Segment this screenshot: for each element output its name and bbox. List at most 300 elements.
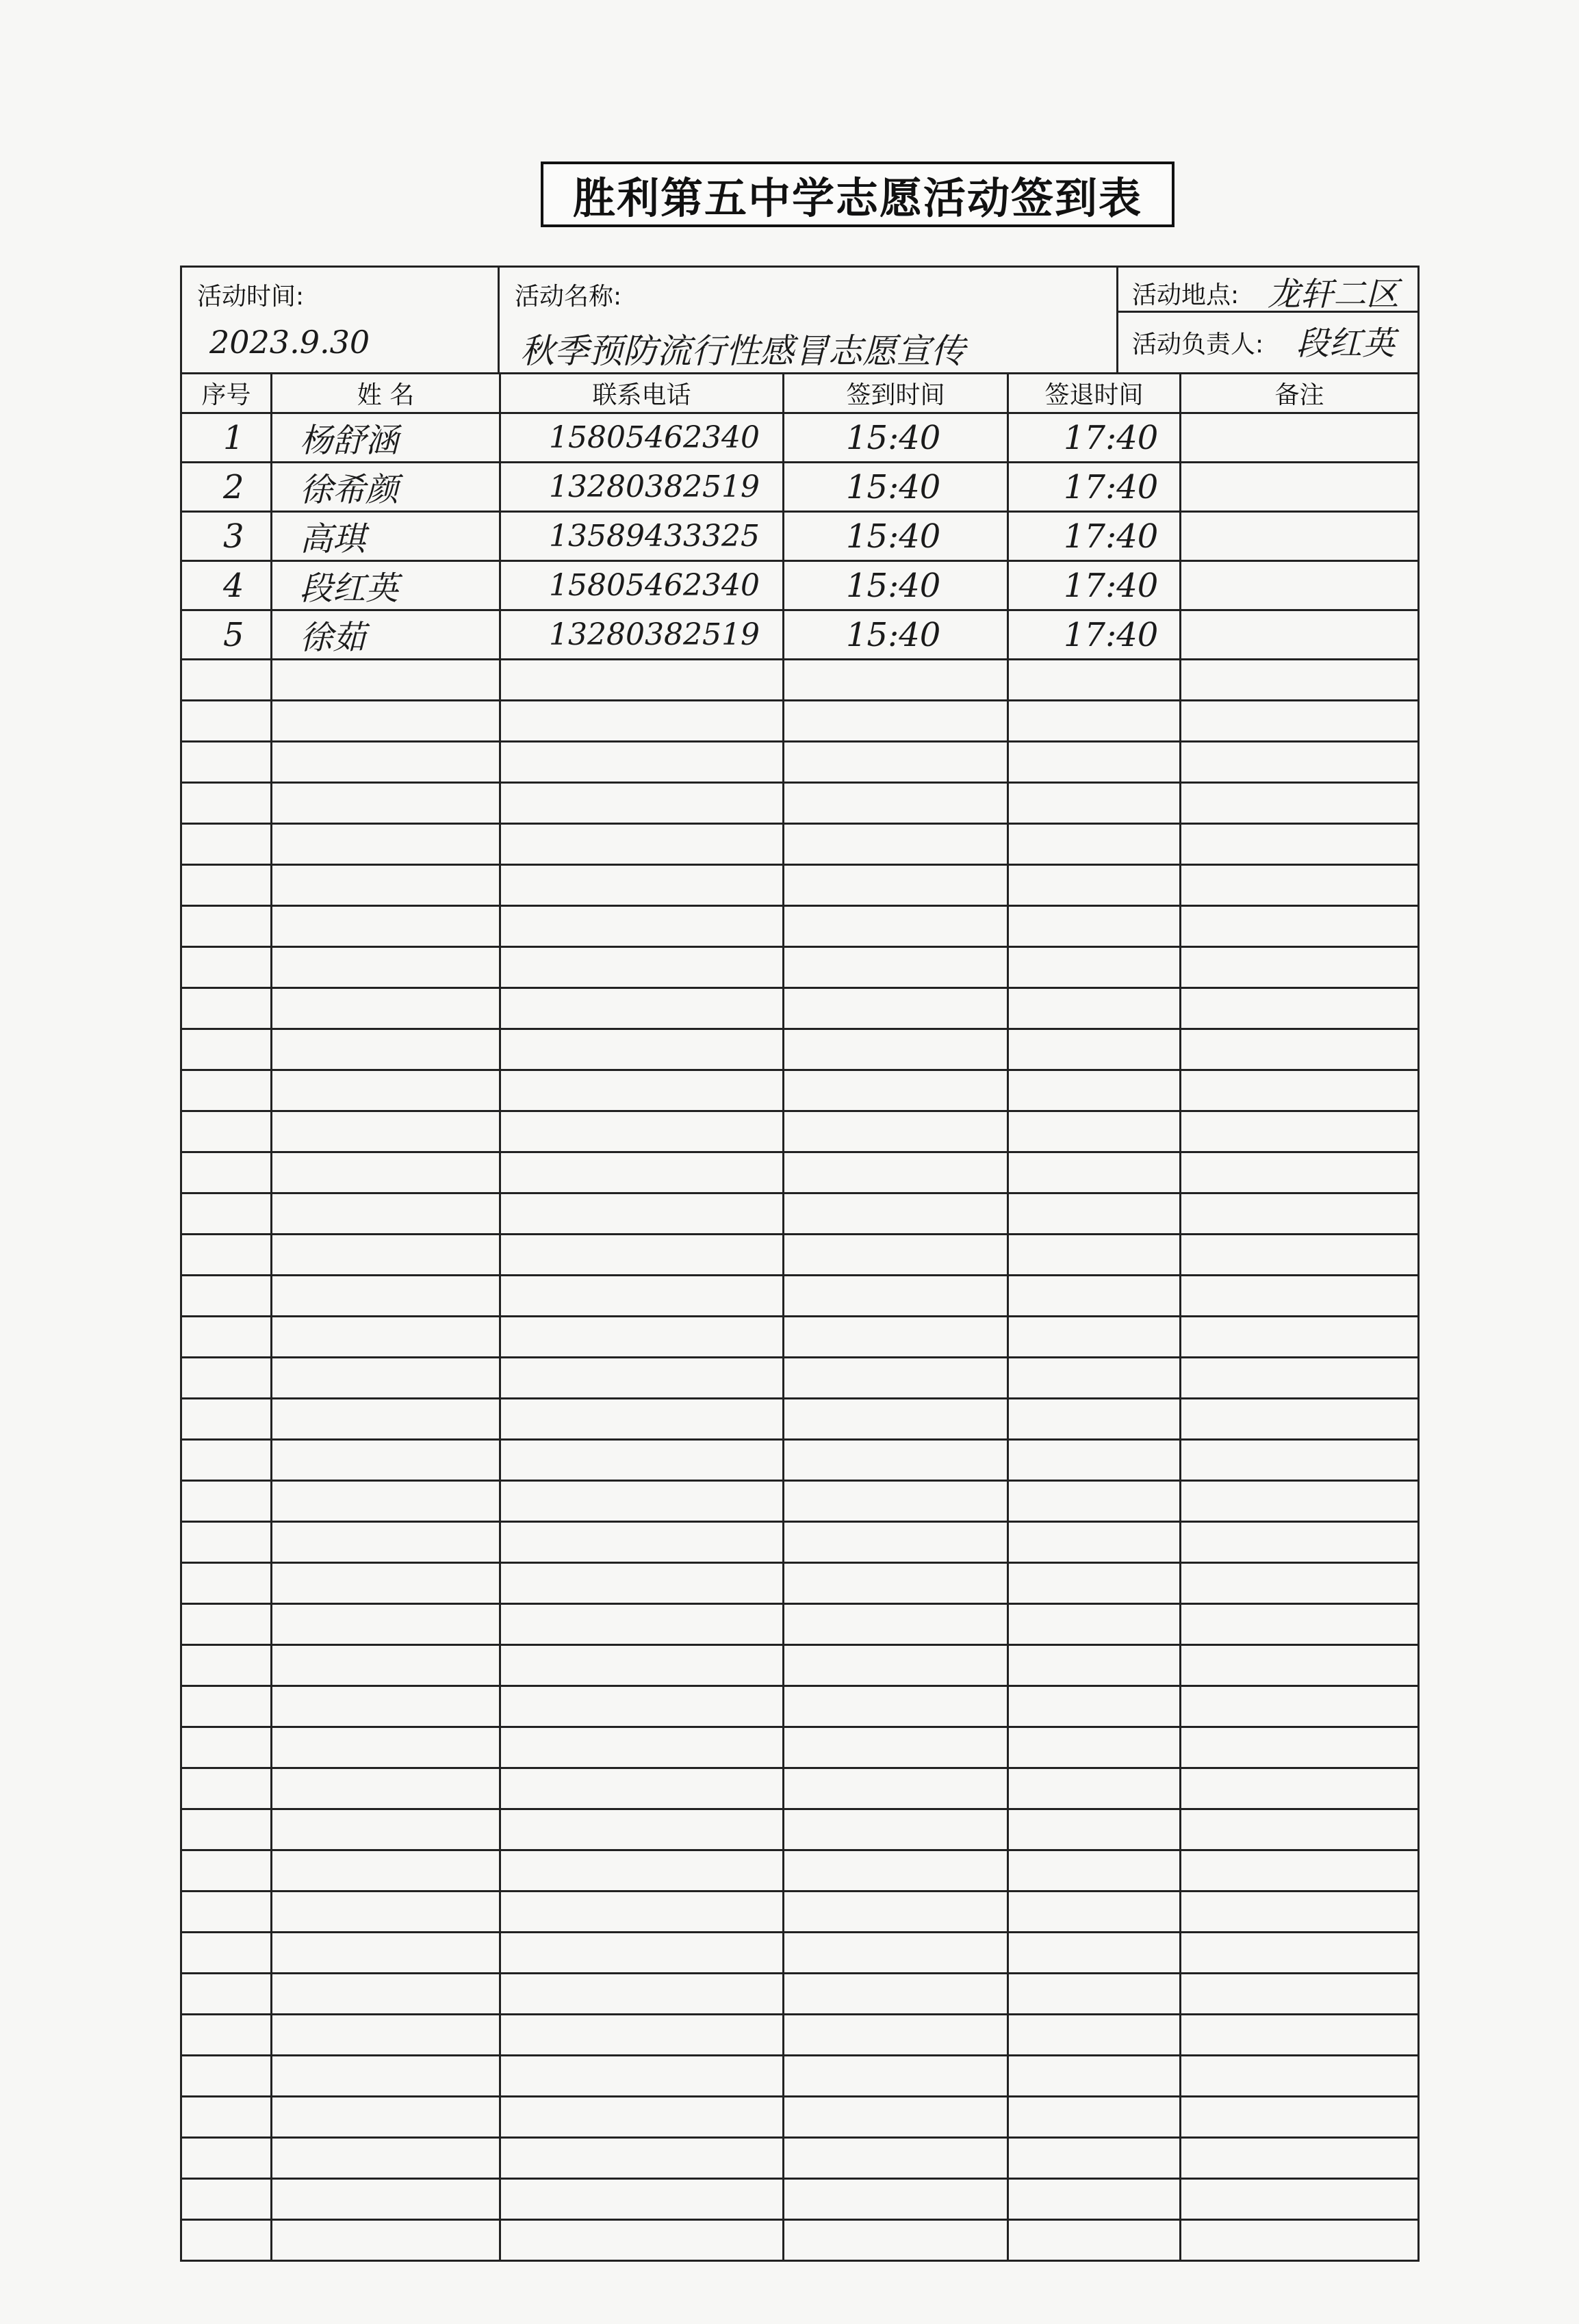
handwritten-entry: 17:40 — [1064, 517, 1159, 556]
table-cell — [1008, 1276, 1181, 1317]
header-phone: 联系电话 — [500, 374, 784, 413]
table-cell — [272, 2179, 500, 2220]
table-cell — [272, 2097, 500, 2138]
table-cell — [272, 2220, 500, 2261]
table-row — [181, 865, 1419, 906]
table-cell — [500, 1522, 784, 1563]
table-cell — [500, 1604, 784, 1645]
table-cell — [500, 1358, 784, 1399]
table-row — [181, 1809, 1419, 1850]
table-cell — [181, 1276, 272, 1317]
table-cell — [181, 1892, 272, 1933]
table-cell — [1181, 1481, 1419, 1522]
table-cell — [1008, 1029, 1181, 1070]
table-cell — [1008, 1235, 1181, 1276]
table-cell — [784, 865, 1008, 906]
table-cell — [500, 1809, 784, 1850]
table-cell — [784, 701, 1008, 742]
table-cell — [784, 2220, 1008, 2261]
table-cell — [1008, 561, 1181, 610]
handwritten-entry: 13280382519 — [549, 617, 760, 652]
table-cell — [1008, 1193, 1181, 1235]
table-cell — [181, 463, 272, 512]
table-cell — [784, 1892, 1008, 1933]
table-cell — [181, 1111, 272, 1152]
table-cell — [181, 1317, 272, 1358]
page-title: 胜利第五中学志愿活动签到表 — [541, 162, 1174, 227]
activity-location-value: 龙轩二区 — [1268, 275, 1400, 313]
table-cell — [500, 824, 784, 865]
table-cell — [181, 2056, 272, 2097]
table-cell — [784, 1809, 1008, 1850]
table-cell — [784, 660, 1008, 701]
table-cell — [500, 1276, 784, 1317]
table-cell — [1181, 1235, 1419, 1276]
table-cell — [1181, 1193, 1419, 1235]
table-cell — [784, 1276, 1008, 1317]
handwritten-entry: 17:40 — [1064, 615, 1159, 654]
table-cell — [500, 1235, 784, 1276]
table-cell — [1008, 988, 1181, 1029]
activity-time-value: 2023.9.30 — [209, 324, 370, 361]
attendance-table — [180, 372, 1420, 2262]
table-cell — [784, 413, 1008, 463]
table-cell — [272, 512, 500, 561]
table-row — [181, 463, 1419, 512]
table-cell — [784, 463, 1008, 512]
table-cell — [500, 1111, 784, 1152]
table-cell — [181, 1358, 272, 1399]
table-row — [181, 1604, 1419, 1645]
handwritten-entry: 4 — [223, 566, 244, 605]
table-cell — [272, 561, 500, 610]
table-cell — [1008, 1358, 1181, 1399]
table-cell — [1008, 512, 1181, 561]
table-cell — [500, 2138, 784, 2179]
table-cell — [500, 1563, 784, 1604]
table-cell — [181, 1399, 272, 1440]
table-cell — [1181, 2097, 1419, 2138]
table-cell — [1181, 1029, 1419, 1070]
handwritten-entry: 3 — [223, 517, 244, 556]
table-cell — [181, 660, 272, 701]
table-cell — [272, 701, 500, 742]
activity-name-value: 秋季预防流行性感冒志愿宣传 — [520, 331, 965, 371]
table-cell — [272, 413, 500, 463]
table-cell — [1008, 701, 1181, 742]
table-cell — [1008, 1399, 1181, 1440]
table-row — [181, 1317, 1419, 1358]
table-cell — [784, 2179, 1008, 2220]
table-cell — [500, 2056, 784, 2097]
table-cell — [500, 1892, 784, 1933]
table-cell — [784, 1193, 1008, 1235]
table-cell — [1181, 660, 1419, 701]
table-cell — [272, 1029, 500, 1070]
table-cell — [784, 1933, 1008, 1974]
table-cell — [181, 1645, 272, 1686]
table-cell — [500, 1193, 784, 1235]
table-cell — [1008, 660, 1181, 701]
table-cell — [500, 2179, 784, 2220]
table-row — [181, 660, 1419, 701]
table-cell — [181, 1070, 272, 1111]
table-cell — [181, 1768, 272, 1809]
table-row — [181, 413, 1419, 463]
table-cell — [500, 906, 784, 947]
table-row — [181, 1645, 1419, 1686]
table-cell — [272, 1481, 500, 1522]
table-cell — [1008, 742, 1181, 783]
table-cell — [181, 1563, 272, 1604]
table-cell — [272, 1727, 500, 1768]
table-cell — [500, 1645, 784, 1686]
table-row — [181, 2056, 1419, 2097]
table-cell — [181, 1152, 272, 1193]
table-cell — [1181, 1152, 1419, 1193]
table-cell — [1008, 2097, 1181, 2138]
sign-in-sheet — [180, 266, 1417, 2197]
table-row — [181, 701, 1419, 742]
table-cell — [1181, 610, 1419, 660]
table-cell — [1181, 463, 1419, 512]
table-cell — [1181, 1070, 1419, 1111]
table-cell — [272, 1809, 500, 1850]
table-row — [181, 1358, 1419, 1399]
table-cell — [1008, 2015, 1181, 2056]
header-checkin: 签到时间 — [784, 374, 1008, 413]
table-row — [181, 1276, 1419, 1317]
table-cell — [1181, 413, 1419, 463]
table-header-row — [181, 374, 1419, 413]
table-cell — [784, 1850, 1008, 1892]
table-cell — [272, 1768, 500, 1809]
table-row — [181, 610, 1419, 660]
activity-time-cell — [181, 267, 499, 374]
activity-leader-value: 段红英 — [1296, 324, 1396, 363]
table-cell — [181, 906, 272, 947]
table-row — [181, 1481, 1419, 1522]
table-cell — [1008, 1892, 1181, 1933]
table-cell — [1181, 1809, 1419, 1850]
table-cell — [272, 2138, 500, 2179]
handwritten-entry: 15:40 — [846, 517, 941, 556]
table-cell — [1181, 561, 1419, 610]
table-row — [181, 1070, 1419, 1111]
table-cell — [272, 947, 500, 988]
table-cell — [784, 1358, 1008, 1399]
table-cell — [181, 1481, 272, 1522]
table-cell — [1181, 742, 1419, 783]
table-cell — [500, 865, 784, 906]
table-cell — [181, 2179, 272, 2220]
table-cell — [500, 413, 784, 463]
table-cell — [500, 701, 784, 742]
table-cell — [181, 1974, 272, 2015]
table-cell — [1008, 1152, 1181, 1193]
handwritten-entry: 17:40 — [1064, 418, 1159, 457]
table-cell — [272, 1604, 500, 1645]
table-cell — [1181, 1522, 1419, 1563]
table-cell — [1008, 2138, 1181, 2179]
table-cell — [1181, 1686, 1419, 1727]
table-row — [181, 2138, 1419, 2179]
table-cell — [1181, 1276, 1419, 1317]
table-row — [181, 2179, 1419, 2220]
table-row — [181, 783, 1419, 824]
table-cell — [500, 1152, 784, 1193]
table-cell — [500, 512, 784, 561]
table-cell — [272, 1399, 500, 1440]
table-cell — [272, 1933, 500, 1974]
table-cell — [1008, 1522, 1181, 1563]
handwritten-entry: 15:40 — [846, 467, 941, 506]
table-row — [181, 2220, 1419, 2261]
table-cell — [500, 742, 784, 783]
table-cell — [181, 1235, 272, 1276]
table-cell — [784, 1563, 1008, 1604]
activity-name-label: 活动名称: — [515, 283, 622, 311]
table-cell — [1181, 947, 1419, 988]
table-cell — [181, 1440, 272, 1481]
table-cell — [1181, 1768, 1419, 1809]
table-row — [181, 906, 1419, 947]
table-row — [181, 2015, 1419, 2056]
table-cell — [1008, 1933, 1181, 1974]
handwritten-entry: 17:40 — [1064, 467, 1159, 506]
table-cell — [1181, 2056, 1419, 2097]
table-cell — [784, 1727, 1008, 1768]
table-cell — [784, 988, 1008, 1029]
handwritten-entry: 13280382519 — [549, 469, 760, 504]
table-cell — [181, 947, 272, 988]
table-cell — [272, 783, 500, 824]
table-cell — [784, 947, 1008, 988]
table-cell — [784, 2056, 1008, 2097]
table-cell — [1008, 2056, 1181, 2097]
header-index: 序号 — [181, 374, 272, 413]
table-cell — [1181, 701, 1419, 742]
table-cell — [272, 1070, 500, 1111]
handwritten-entry: 高琪 — [300, 520, 366, 558]
table-row — [181, 1933, 1419, 1974]
table-cell — [1181, 824, 1419, 865]
table-cell — [1008, 1070, 1181, 1111]
table-cell — [272, 1850, 500, 1892]
handwritten-entry: 17:40 — [1064, 566, 1159, 605]
activity-info-table — [180, 266, 1420, 374]
handwritten-entry: 15805462340 — [549, 420, 760, 455]
handwritten-entry: 13589433325 — [549, 519, 760, 554]
table-cell — [1181, 1604, 1419, 1645]
table-cell — [272, 1152, 500, 1193]
table-cell — [784, 1235, 1008, 1276]
table-cell — [500, 783, 784, 824]
activity-leader-label: 活动负责人: — [1132, 331, 1264, 359]
table-cell — [784, 1111, 1008, 1152]
table-cell — [272, 1317, 500, 1358]
table-cell — [1181, 1645, 1419, 1686]
table-cell — [500, 610, 784, 660]
table-cell — [1008, 1809, 1181, 1850]
table-cell — [272, 1235, 500, 1276]
table-cell — [181, 1727, 272, 1768]
table-cell — [784, 1974, 1008, 2015]
table-row — [181, 1563, 1419, 1604]
table-cell — [1008, 610, 1181, 660]
handwritten-entry: 徐茹 — [300, 619, 366, 657]
table-cell — [1181, 1850, 1419, 1892]
handwritten-entry: 5 — [223, 615, 244, 654]
table-cell — [1008, 2179, 1181, 2220]
table-cell — [1008, 865, 1181, 906]
table-cell — [181, 988, 272, 1029]
table-row — [181, 988, 1419, 1029]
table-cell — [784, 742, 1008, 783]
table-cell — [272, 610, 500, 660]
table-cell — [272, 742, 500, 783]
table-cell — [272, 1276, 500, 1317]
table-row — [181, 947, 1419, 988]
table-row — [181, 2097, 1419, 2138]
table-cell — [272, 1686, 500, 1727]
activity-location-cell — [1118, 267, 1419, 312]
table-row — [181, 824, 1419, 865]
table-cell — [784, 1317, 1008, 1358]
table-cell — [1181, 1933, 1419, 1974]
table-cell — [1181, 906, 1419, 947]
table-cell — [272, 1440, 500, 1481]
table-cell — [784, 1481, 1008, 1522]
table-cell — [272, 988, 500, 1029]
table-cell — [784, 1522, 1008, 1563]
table-cell — [181, 2220, 272, 2261]
table-cell — [1008, 1563, 1181, 1604]
table-row — [181, 1111, 1419, 1152]
table-cell — [500, 1850, 784, 1892]
table-row — [181, 1686, 1419, 1727]
table-row — [181, 1399, 1419, 1440]
table-cell — [500, 1029, 784, 1070]
header-remarks: 备注 — [1181, 374, 1419, 413]
table-cell — [272, 660, 500, 701]
table-cell — [181, 1933, 272, 1974]
table-cell — [500, 1070, 784, 1111]
table-cell — [784, 1768, 1008, 1809]
table-cell — [272, 865, 500, 906]
table-cell — [500, 1481, 784, 1522]
handwritten-entry: 杨舒涵 — [300, 422, 399, 460]
table-cell — [1181, 988, 1419, 1029]
table-cell — [1008, 1440, 1181, 1481]
table-row — [181, 512, 1419, 561]
table-cell — [1181, 783, 1419, 824]
table-cell — [1181, 1974, 1419, 2015]
table-cell — [1008, 413, 1181, 463]
table-cell — [181, 413, 272, 463]
table-row — [181, 1193, 1419, 1235]
table-cell — [1008, 463, 1181, 512]
table-cell — [784, 2015, 1008, 2056]
activity-leader-cell — [1118, 312, 1419, 374]
table-cell — [181, 1850, 272, 1892]
table-cell — [272, 1522, 500, 1563]
table-cell — [1181, 1399, 1419, 1440]
table-cell — [1008, 824, 1181, 865]
table-cell — [1008, 2220, 1181, 2261]
handwritten-entry: 徐希颜 — [300, 471, 399, 509]
table-cell — [500, 1768, 784, 1809]
table-cell — [784, 1399, 1008, 1440]
table-cell — [272, 906, 500, 947]
table-row — [181, 1892, 1419, 1933]
table-cell — [1181, 2138, 1419, 2179]
table-cell — [1008, 1317, 1181, 1358]
table-cell — [1181, 1317, 1419, 1358]
table-row — [181, 1029, 1419, 1070]
table-cell — [272, 1111, 500, 1152]
table-cell — [500, 463, 784, 512]
table-cell — [500, 1399, 784, 1440]
table-cell — [181, 783, 272, 824]
table-cell — [1008, 1850, 1181, 1892]
table-cell — [500, 2220, 784, 2261]
table-cell — [1181, 512, 1419, 561]
table-cell — [1008, 947, 1181, 988]
table-cell — [1008, 1111, 1181, 1152]
table-cell — [272, 1892, 500, 1933]
table-cell — [784, 1645, 1008, 1686]
table-row — [181, 1522, 1419, 1563]
table-cell — [500, 2015, 784, 2056]
table-cell — [272, 463, 500, 512]
table-cell — [500, 988, 784, 1029]
table-cell — [1181, 1440, 1419, 1481]
table-cell — [500, 2097, 784, 2138]
table-cell — [500, 1317, 784, 1358]
table-cell — [181, 865, 272, 906]
table-cell — [784, 512, 1008, 561]
table-cell — [784, 2097, 1008, 2138]
handwritten-entry: 2 — [223, 467, 244, 506]
table-cell — [500, 1686, 784, 1727]
table-cell — [1008, 1686, 1181, 1727]
table-cell — [1181, 2220, 1419, 2261]
activity-time-label: 活动时间: — [197, 283, 305, 311]
activity-location-label: 活动地点: — [1132, 281, 1240, 309]
table-cell — [1181, 865, 1419, 906]
table-row — [181, 1768, 1419, 1809]
table-cell — [181, 824, 272, 865]
table-cell — [181, 2015, 272, 2056]
table-cell — [1181, 2179, 1419, 2220]
table-cell — [181, 1604, 272, 1645]
table-cell — [272, 824, 500, 865]
table-cell — [500, 1727, 784, 1768]
table-cell — [1008, 1604, 1181, 1645]
table-cell — [181, 561, 272, 610]
table-row — [181, 1440, 1419, 1481]
table-cell — [1008, 783, 1181, 824]
handwritten-entry: 15:40 — [846, 418, 941, 457]
table-cell — [181, 1029, 272, 1070]
table-cell — [1008, 1481, 1181, 1522]
table-row — [181, 1727, 1419, 1768]
table-cell — [784, 783, 1008, 824]
table-cell — [181, 742, 272, 783]
table-cell — [784, 1440, 1008, 1481]
table-cell — [1008, 1974, 1181, 2015]
